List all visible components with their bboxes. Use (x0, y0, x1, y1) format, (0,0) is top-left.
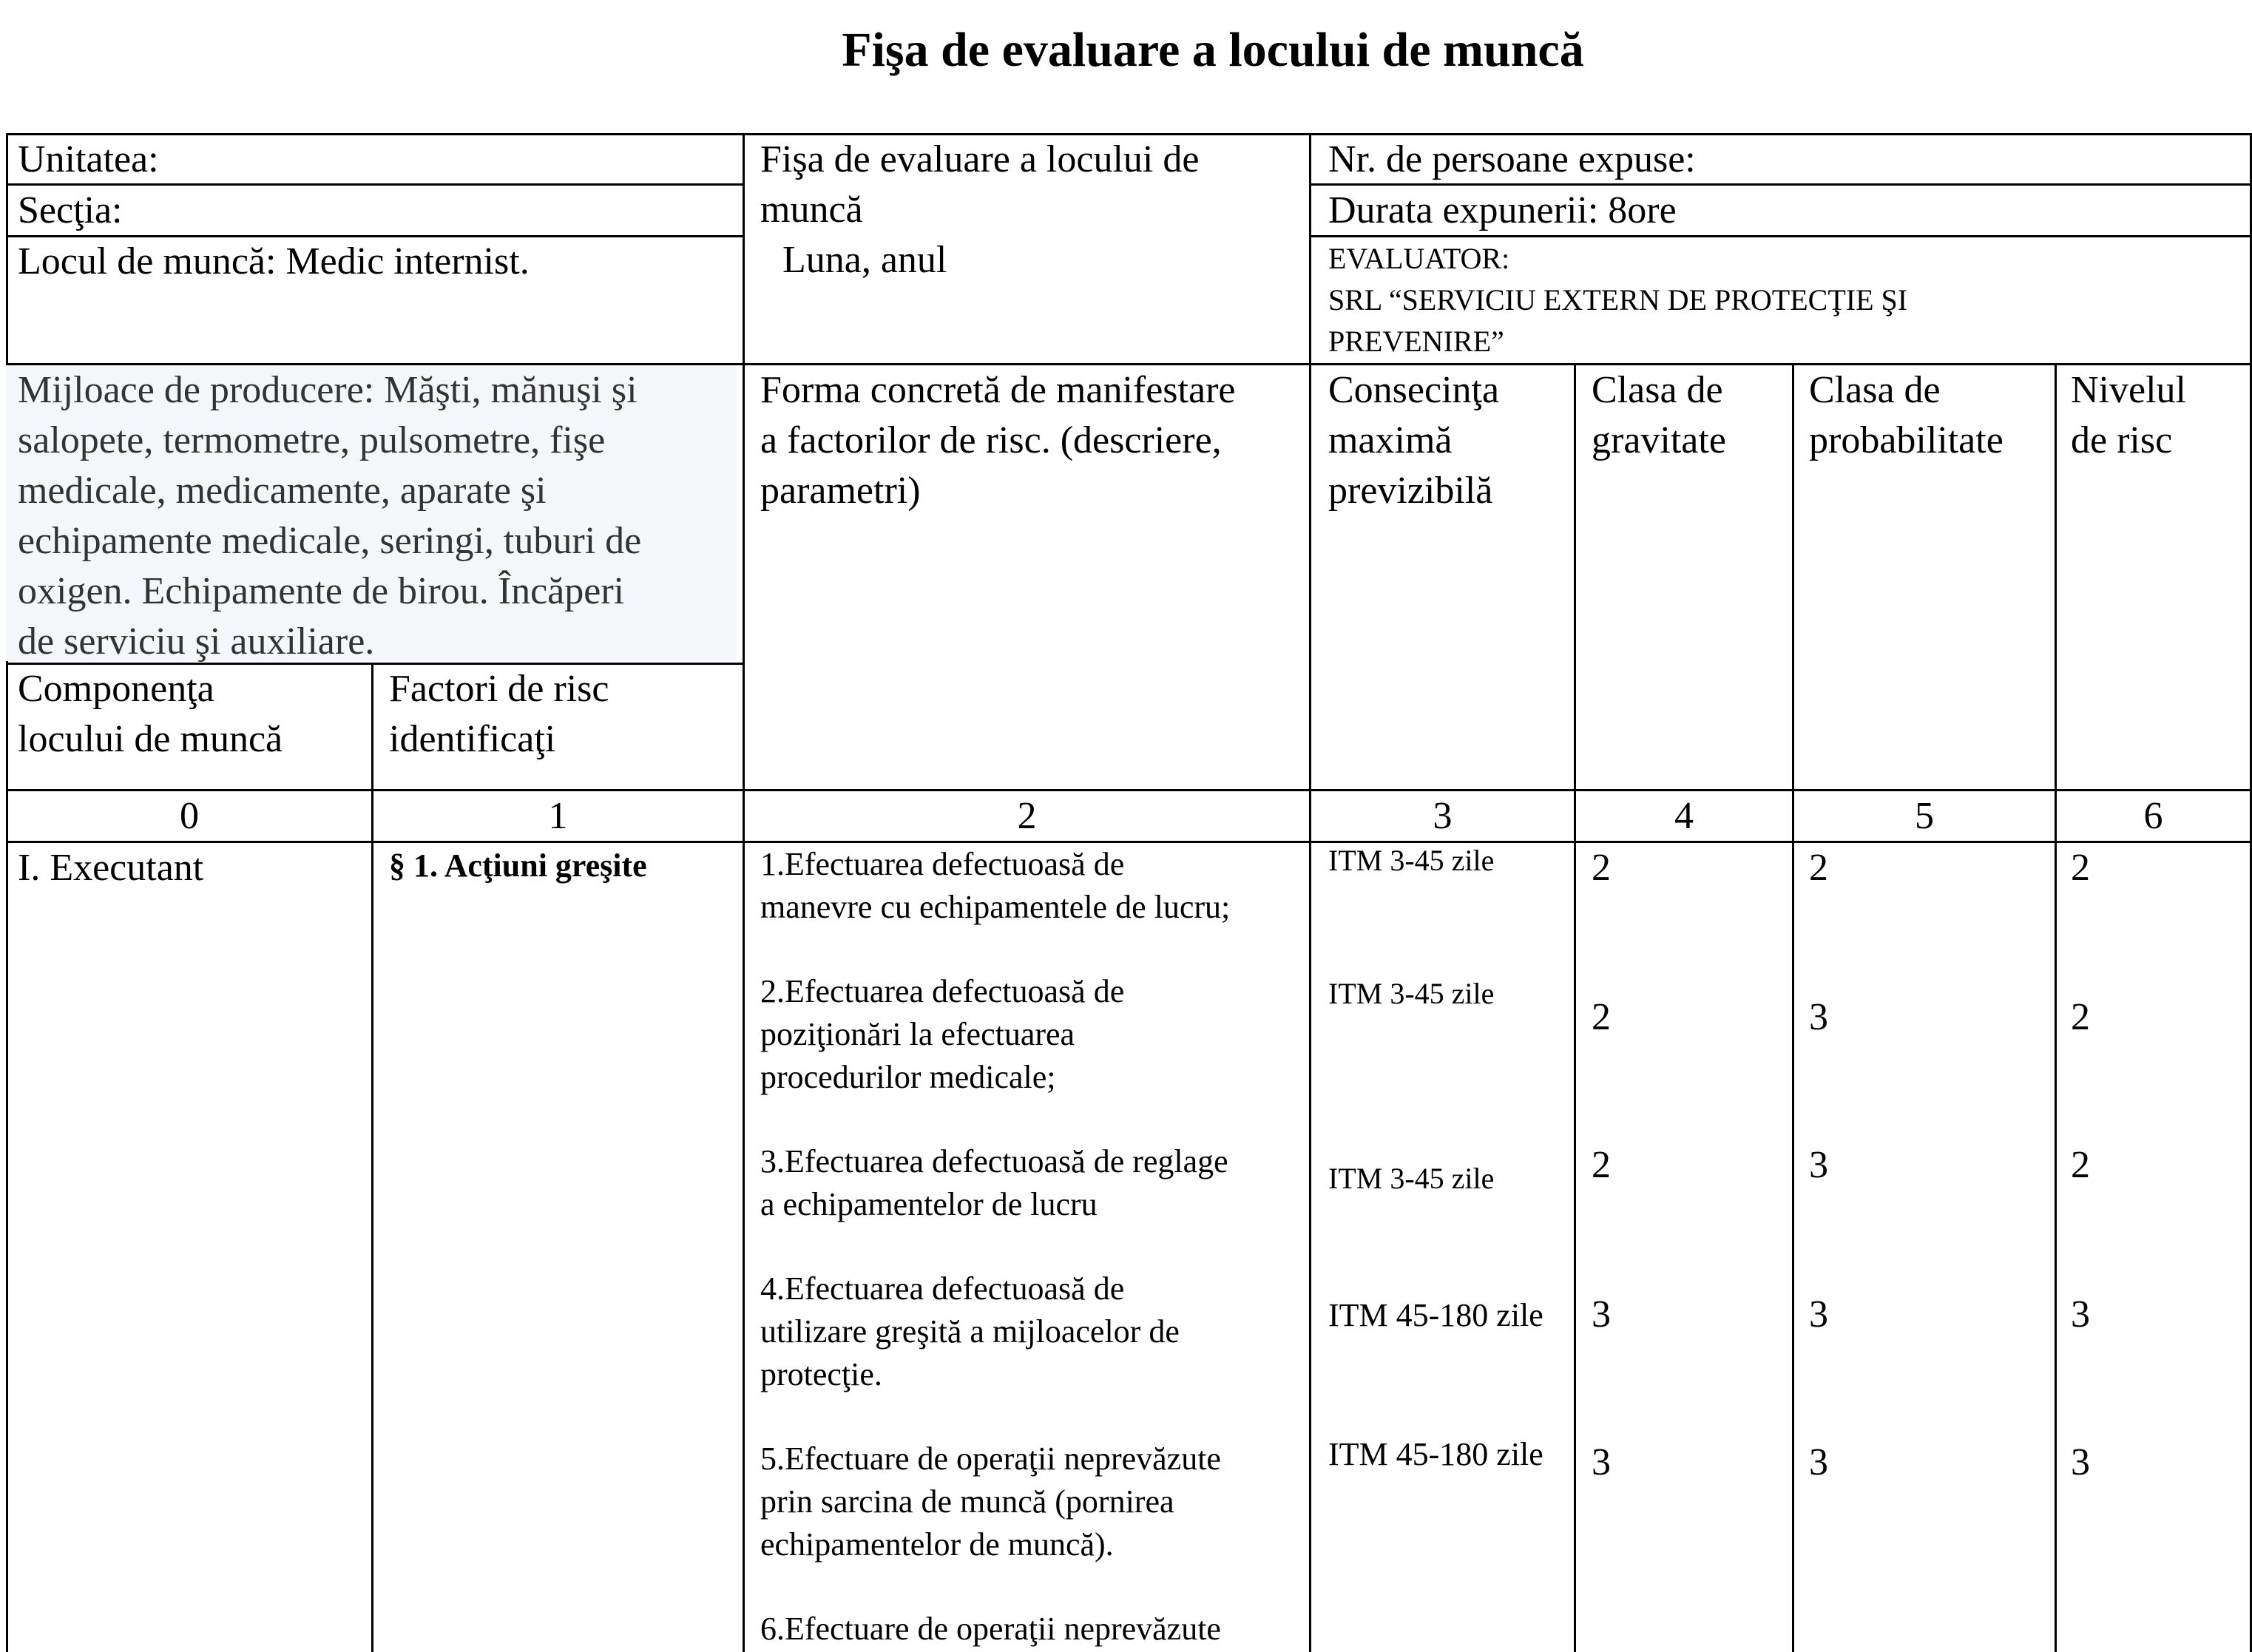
header-forma: Forma concretă de manifestare (760, 369, 1236, 411)
risk-nivel: 2 (2071, 847, 2090, 889)
locul-de-munca: Locul de muncă: Medic internist. (18, 240, 530, 282)
risk-nivel: 2 (2071, 996, 2090, 1038)
risk-consequence: ITM 45-180 zile (1328, 1297, 1543, 1333)
header-gravitate: Clasa de (1592, 369, 1723, 411)
risk-nivel: 2 (2071, 1144, 2090, 1186)
risk-gravitate: 3 (1592, 1441, 1611, 1483)
fisa-title-line2: muncă (760, 189, 863, 231)
risk-description: manevre cu echipamentele de lucru; (760, 889, 1231, 925)
risk-probabilitate: 3 (1809, 1293, 1828, 1336)
risk-consequence: ITM 3-45 zile (1328, 977, 1495, 1010)
risk-description: 2.Efectuarea defectuoasă de (760, 973, 1125, 1009)
risk-nivel: 3 (2071, 1293, 2090, 1336)
risk-gravitate: 2 (1592, 847, 1611, 889)
risk-description: 6.Efectuare de operaţii neprevăzute (760, 1611, 1221, 1647)
risk-gravitate: 3 (1592, 1293, 1611, 1336)
header-componenta: locului de muncă (18, 718, 283, 760)
factor-actiuni-gresite: § 1. Acţiuni greşite (389, 847, 647, 884)
header-forma: a factorilor de risc. (descriere, (760, 419, 1222, 461)
header-factori: Factori de risc (389, 668, 609, 710)
mijloace-line: echipamente medicale, seringi, tuburi de (18, 520, 642, 562)
header-componenta: Componenţa (18, 668, 214, 710)
nr-persoane-expuse: Nr. de persoane expuse: (1328, 138, 1696, 180)
risk-description: protecţie. (760, 1356, 882, 1392)
page-title: Fişa de evaluare a locului de muncă (842, 23, 1584, 77)
risk-probabilitate: 3 (1809, 1144, 1828, 1186)
header-factori: identificaţi (389, 718, 556, 760)
header-probabilitate: Clasa de (1809, 369, 1941, 411)
risk-description: poziţionări la efectuarea (760, 1016, 1075, 1052)
evaluator-line1: SRL “SERVICIU EXTERN DE PROTECŢIE ŞI (1328, 283, 1908, 316)
column-divider (1574, 363, 1576, 1652)
unitatea-label: Unitatea: (18, 138, 159, 180)
header-consecinta: Consecinţa (1328, 369, 1500, 411)
column-number: 3 (1433, 795, 1453, 837)
risk-consequence: ITM 45-180 zile (1328, 1436, 1543, 1472)
column-number: 5 (1915, 795, 1934, 837)
risk-description: a echipamentelor de lucru (760, 1186, 1098, 1222)
risk-description: procedurilor medicale; (760, 1059, 1056, 1095)
column-divider (2055, 363, 2057, 1652)
risk-gravitate: 2 (1592, 996, 1611, 1038)
risk-description: prin sarcina de muncă (pornirea (760, 1483, 1174, 1520)
risk-description: utilizare greşită a mijloacelor de (760, 1313, 1180, 1350)
durata-expunerii: Durata expunerii: 8ore (1328, 189, 1677, 231)
risk-consequence: ITM 3-45 zile (1328, 844, 1495, 877)
column-number: 1 (548, 795, 568, 837)
header-consecinta: maximă (1328, 419, 1453, 461)
mijloace-line: Mijloace de producere: Măşti, mănuşi şi (18, 369, 638, 411)
column-number: 4 (1674, 795, 1694, 837)
risk-consequence: ITM 3-45 zile (1328, 1162, 1495, 1195)
risk-gravitate: 2 (1592, 1144, 1611, 1186)
mijloace-line: oxigen. Echipamente de birou. Încăperi (18, 570, 625, 612)
risk-nivel: 3 (2071, 1441, 2090, 1483)
luna-anul: Luna, anul (782, 239, 947, 281)
header-forma: parametri) (760, 470, 921, 512)
fisa-title-line1: Fişa de evaluare a locului de (760, 138, 1200, 180)
risk-probabilitate: 3 (1809, 1441, 1828, 1483)
evaluator-label: EVALUATOR: (1328, 242, 1510, 275)
header-gravitate: gravitate (1592, 419, 1726, 461)
risk-description: 5.Efectuare de operaţii neprevăzute (760, 1441, 1221, 1477)
column-divider (743, 133, 745, 1652)
mijloace-line: de serviciu şi auxiliare. (18, 620, 375, 663)
header-nivel: de risc (2071, 419, 2173, 461)
column-divider (1309, 133, 1311, 1652)
risk-description: 3.Efectuarea defectuoasă de reglage (760, 1143, 1228, 1179)
mijloace-line: medicale, medicamente, aparate şi (18, 470, 547, 512)
header-probabilitate: probabilitate (1809, 419, 2004, 461)
column-divider (1792, 363, 1794, 1652)
risk-description: 1.Efectuarea defectuoasă de (760, 846, 1125, 882)
risk-description: 4.Efectuarea defectuoasă de (760, 1270, 1125, 1307)
risk-description: echipamentelor de muncă). (760, 1526, 1114, 1563)
risk-probabilitate: 2 (1809, 847, 1828, 889)
table-border-left (6, 133, 8, 1652)
column-number: 2 (1017, 795, 1037, 837)
evaluator-line2: PREVENIRE” (1328, 325, 1504, 358)
risk-probabilitate: 3 (1809, 996, 1828, 1038)
header-consecinta: previzibilă (1328, 470, 1493, 512)
mijloace-line: salopete, termometre, pulsometre, fişe (18, 419, 606, 461)
component-executant: I. Executant (18, 847, 204, 889)
sectia-label: Secţia: (18, 189, 123, 231)
header-nivel: Nivelul (2071, 369, 2186, 411)
column-number: 6 (2143, 795, 2163, 837)
column-number: 0 (180, 795, 199, 837)
